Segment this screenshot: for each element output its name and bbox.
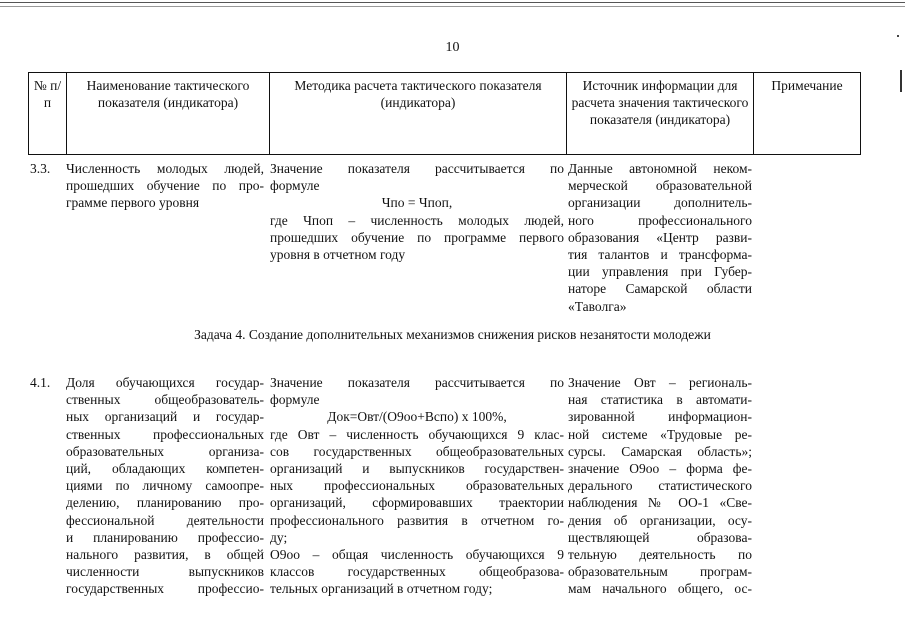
text-line: циями по личному самоопре-: [66, 478, 264, 494]
text-line: где Овт – численность обучающихся 9 клас-: [270, 426, 564, 442]
text-line: Значение Овт – региональ-: [568, 375, 752, 390]
text-line: тия талантов и трансформа-: [568, 247, 752, 263]
text-line: образования «Центр разви-: [568, 229, 752, 245]
text-line: ных профессиональных образовательных: [270, 478, 564, 494]
text-line: ственных профессиональных: [66, 426, 264, 442]
text-line: О9оо – общая численность обучающихся 9: [270, 547, 564, 563]
row-number: 4.1.: [30, 375, 51, 390]
text-line: наблюдения № ОО-1 «Све-: [568, 495, 752, 511]
text-line: уровня в отчетном году: [270, 247, 406, 263]
text-line: ду;: [270, 529, 288, 545]
page-number: 10: [445, 40, 460, 55]
task-heading: Задача 4. Создание дополнительных механизмов снижения рисков незанятости молодежи: [194, 327, 711, 342]
text-line: образовательным програм-: [568, 564, 752, 580]
text-line: образовательных организа-: [66, 443, 264, 459]
information-source: [568, 160, 752, 315]
text-line: делению, планированию про-: [66, 495, 264, 511]
row-number: 3.3.: [30, 161, 51, 176]
text-line: классов государственных общеобразова-: [270, 564, 564, 580]
text-line: ная статистика в автомати-: [568, 392, 752, 408]
text-line: Доля обучающихся государ-: [66, 375, 264, 390]
text-line: организаций, сформировавших траектории: [270, 495, 564, 511]
text-line: ций, обладающих компетен-: [66, 461, 264, 477]
text-line: мам начального общего, ос-: [568, 581, 752, 597]
text-line: ных организаций и государ-: [66, 409, 264, 425]
text-line: Значение показателя рассчитывается по: [270, 161, 564, 176]
text-line: зированной информацион-: [568, 409, 752, 425]
text-line: ственных общеобразователь-: [66, 392, 264, 408]
header-col-note: Примечание: [754, 73, 861, 155]
text-line: и планированию профессио-: [66, 529, 264, 545]
text-line: дерального статистического: [568, 478, 752, 494]
text-line: сурсы. Самарская область»;: [568, 443, 752, 459]
scan-speck: [897, 35, 899, 37]
calculation-method: [270, 374, 564, 598]
information-source: [568, 374, 752, 598]
text-line: организаций и выпускников государствен-: [270, 461, 564, 477]
text-line: сов государственных общеобразовательных: [270, 443, 564, 459]
text-line: формуле: [270, 392, 320, 408]
scan-edge-line: [0, 2, 905, 3]
text-line: мерческой образовательной: [568, 178, 752, 194]
text-line: тельных организаций в отчетном году;: [270, 581, 493, 597]
header-col-num: № п/п: [29, 73, 67, 155]
text-line: организации дополнитель-: [568, 195, 752, 211]
text-line: значение О9оо – форма фе-: [568, 461, 752, 477]
scan-speck: [900, 70, 902, 92]
text-line: ной системе «Трудовые ре-: [568, 426, 752, 442]
header-col-method: Методика расчета тактического показателя (индикатора): [270, 73, 567, 155]
table-header: [28, 72, 861, 155]
text-line: дения об организации, осу-: [568, 512, 752, 528]
text-line: Значение показателя рассчитывается по: [270, 375, 564, 390]
text-line: ции управления при Губер-: [568, 264, 752, 280]
text-line: численности выпускников: [66, 564, 264, 580]
text-line: фессиональной деятельности: [66, 512, 264, 528]
text-line: государственных профессио-: [66, 581, 264, 597]
text-line: прошедших обучение по про-: [66, 178, 264, 194]
text-line: тельную деятельность по: [568, 547, 752, 563]
text-line: «Таволга»: [568, 298, 627, 314]
calculation-method: [270, 160, 564, 263]
text-line: ществляющей образова-: [568, 529, 752, 545]
scan-edge-line: [0, 6, 905, 7]
indicator-name: [66, 374, 264, 598]
text-line: грамме первого уровня: [66, 195, 200, 211]
text-line: наторе Самарской области: [568, 281, 752, 297]
indicator-name: [66, 160, 264, 212]
formula: Док=Овт/(О9оо+Вспо) х 100%,: [327, 409, 507, 425]
text-line: формуле: [270, 178, 320, 194]
header-col-name: Наименование тактического показателя (индикатора): [67, 73, 270, 155]
header-col-source: Источник информации для расчета значения тактического показателя (индикатора): [567, 73, 754, 155]
text-line: прошедших обучение по программе первого: [270, 229, 564, 245]
text-line: профессионального развития в отчетном го-: [270, 512, 564, 528]
text-line: Данные автономной неком-: [568, 161, 752, 176]
text-line: нального развития, в общей: [66, 547, 264, 563]
text-line: ного профессионального: [568, 212, 752, 228]
formula: Чпо = Чпоп,: [381, 195, 453, 211]
text-line: где Чпоп – численность молодых людей,: [270, 212, 564, 228]
text-line: Численность молодых людей,: [66, 161, 264, 176]
